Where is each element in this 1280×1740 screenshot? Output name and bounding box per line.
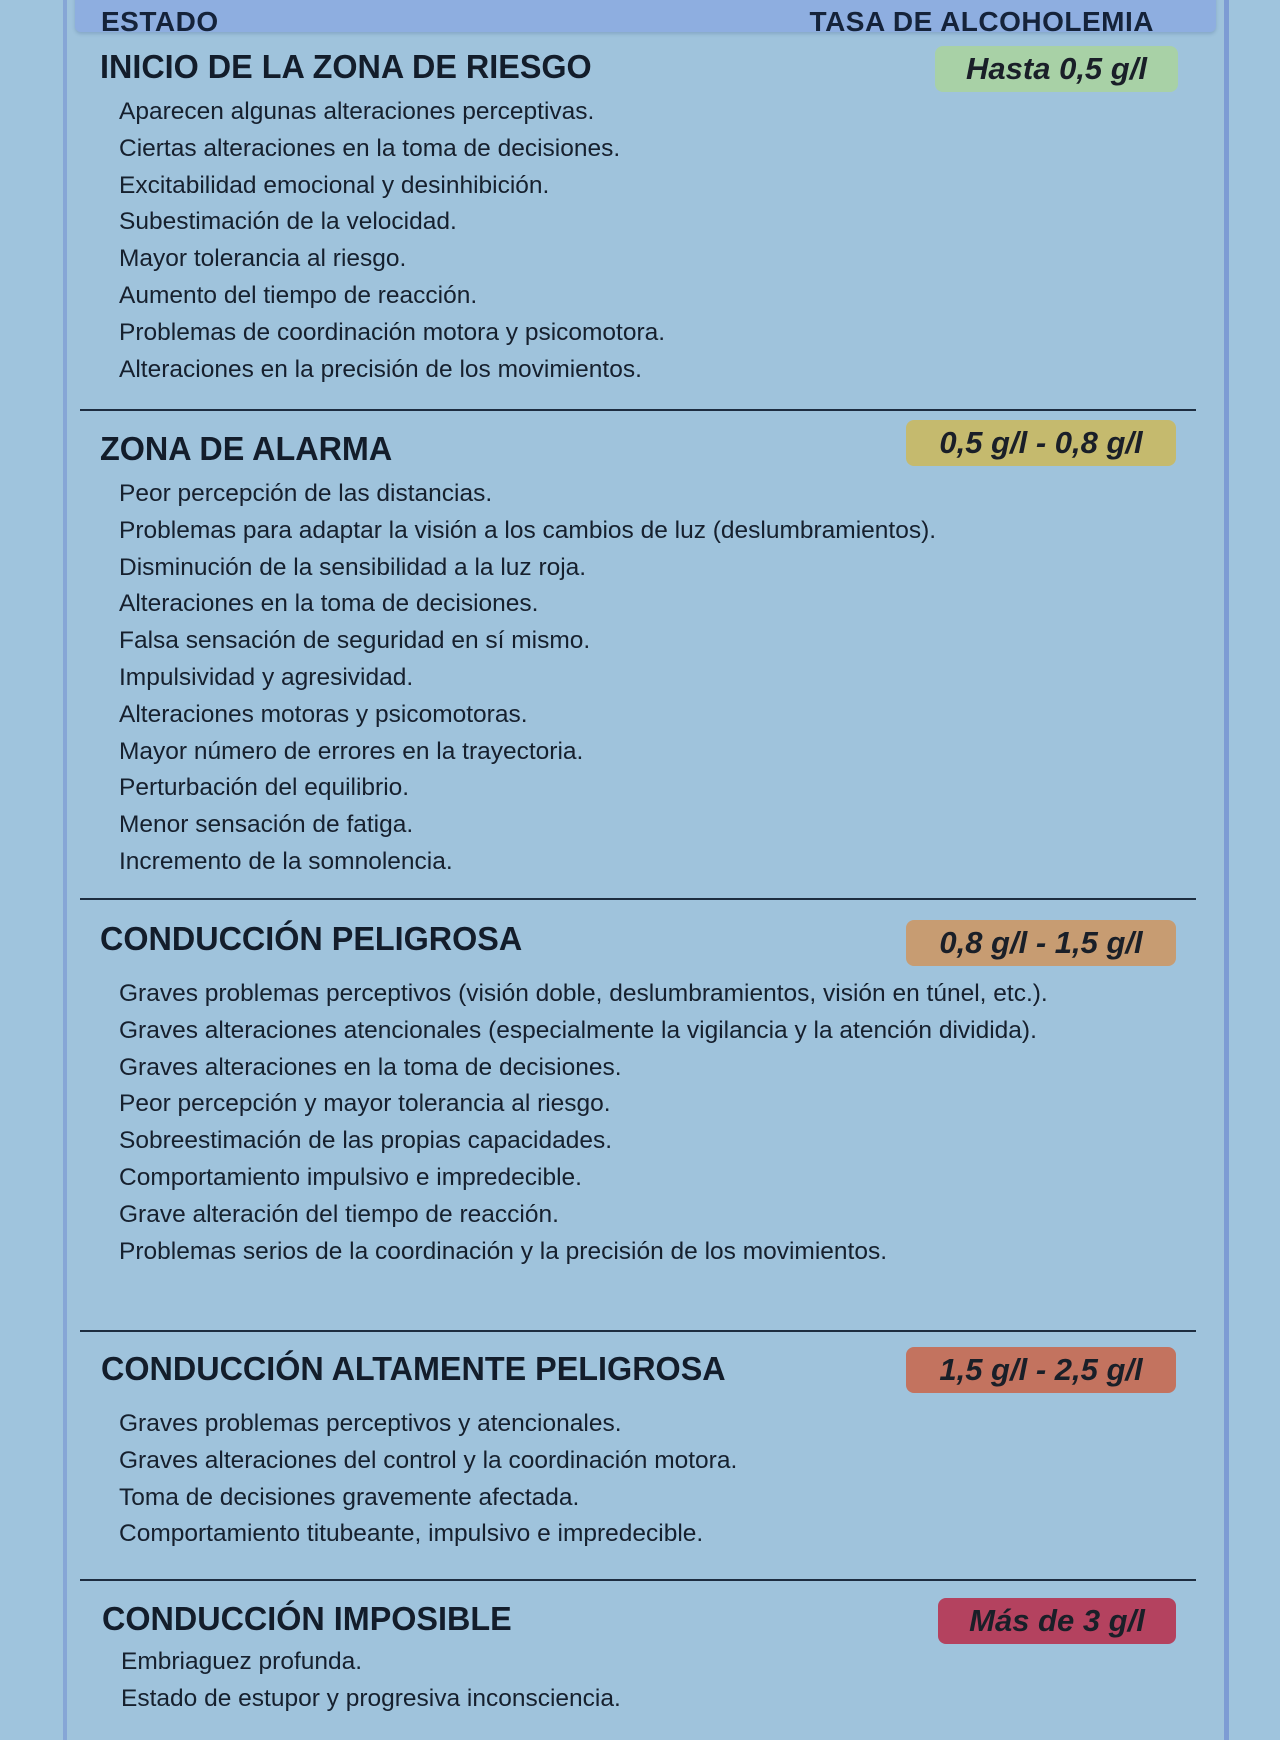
header-tasa-alcoholemia: TASA DE ALCOHOLEMIA (809, 6, 1154, 37)
list-item: Aumento del tiempo de reacción. (119, 281, 478, 309)
alcohol-rate-badge: Hasta 0,5 g/l (935, 46, 1178, 92)
section-title: INICIO DE LA ZONA DE RIESGO (100, 48, 592, 85)
effects-list (119, 1406, 737, 1553)
list-item: Aparecen algunas alteraciones perceptivas. (119, 98, 595, 125)
effects-list (119, 94, 665, 388)
header-estado: ESTADO (101, 6, 219, 37)
list-item: Problemas de coordinación motora y psicomotora. (119, 318, 666, 346)
list-item: Incremento de la somnolencia. (119, 847, 453, 875)
divider (80, 1579, 1196, 1581)
list-item: Perturbación del equilibrio. (119, 774, 410, 802)
list-item: Mayor tolerancia al riesgo. (119, 245, 407, 273)
alcohol-rate-badge: 1,5 g/l - 2,5 g/l (906, 1347, 1176, 1393)
list-item: Falsa sensación de seguridad en sí mismo. (119, 627, 591, 655)
list-item: Estado de estupor y progresiva inconsciencia. (121, 1684, 621, 1712)
list-item: Impulsividad y agresividad. (119, 663, 414, 691)
list-item: Graves problemas perceptivos y atencionales. (119, 1410, 622, 1437)
list-item: Sobreestimación de las propias capacidades. (119, 1127, 613, 1155)
list-item: Toma de decisiones gravemente afectada. (119, 1483, 580, 1511)
list-item: Embriaguez profunda. (121, 1648, 363, 1675)
list-item: Peor percepción de las distancias. (119, 480, 493, 507)
list-item: Disminución de la sensibilidad a la luz roja. (119, 553, 587, 581)
list-item: Alteraciones en la toma de decisiones. (119, 590, 539, 618)
list-item: Subestimación de la velocidad. (119, 208, 457, 236)
section-title: CONDUCCIÓN IMPOSIBLE (102, 1600, 512, 1637)
list-item: Comportamiento titubeante, impulsivo e impredecible. (119, 1520, 704, 1548)
list-item: Graves alteraciones del control y la coordinación motora. (119, 1446, 738, 1474)
effects-list (119, 976, 1109, 1270)
list-item: Ciertas alteraciones en la toma de decisiones. (119, 134, 621, 162)
list-item: Mayor número de errores en la trayectoria. (119, 737, 584, 765)
section-title: CONDUCCIÓN ALTAMENTE PELIGROSA (101, 1350, 726, 1387)
list-item: Problemas para adaptar la visión a los cambios de luz (deslumbramientos). (119, 516, 937, 544)
list-item: Comportamiento impulsivo e impredecible. (119, 1163, 582, 1191)
list-item: Problemas serios de la coordinación y la precisión de los movimientos. (119, 1237, 888, 1265)
alcohol-rate-badge: 0,8 g/l - 1,5 g/l (906, 920, 1176, 966)
divider (80, 1330, 1196, 1332)
effects-list (119, 476, 936, 881)
list-item: Menor sensación de fatiga. (119, 811, 414, 839)
list-item: Peor percepción y mayor tolerancia al riesgo. (119, 1090, 611, 1118)
list-item: Alteraciones en la precisión de los movimientos. (119, 355, 642, 383)
divider (80, 898, 1196, 900)
list-item: Graves alteraciones atencionales (especialmente la vigilancia y la atención dividida). (119, 1016, 1037, 1044)
list-item: Excitabilidad emocional y desinhibición. (119, 171, 550, 199)
table-header (75, 0, 1216, 37)
alcohol-rate-badge: 0,5 g/l - 0,8 g/l (906, 420, 1176, 466)
list-item: Grave alteración del tiempo de reacción. (119, 1200, 559, 1228)
section-title: ZONA DE ALARMA (100, 430, 393, 467)
divider (80, 409, 1196, 411)
alcohol-rate-badge: Más de 3 g/l (938, 1598, 1176, 1644)
list-item: Graves alteraciones en la toma de decisiones. (119, 1053, 622, 1081)
section-title: CONDUCCIÓN PELIGROSA (100, 920, 523, 957)
list-item: Alteraciones motoras y psicomotoras. (119, 700, 528, 728)
effects-list (121, 1644, 621, 1718)
list-item: Graves problemas perceptivos (visión doble, deslumbramientos, visión en túnel, etc.). (119, 980, 1048, 1007)
